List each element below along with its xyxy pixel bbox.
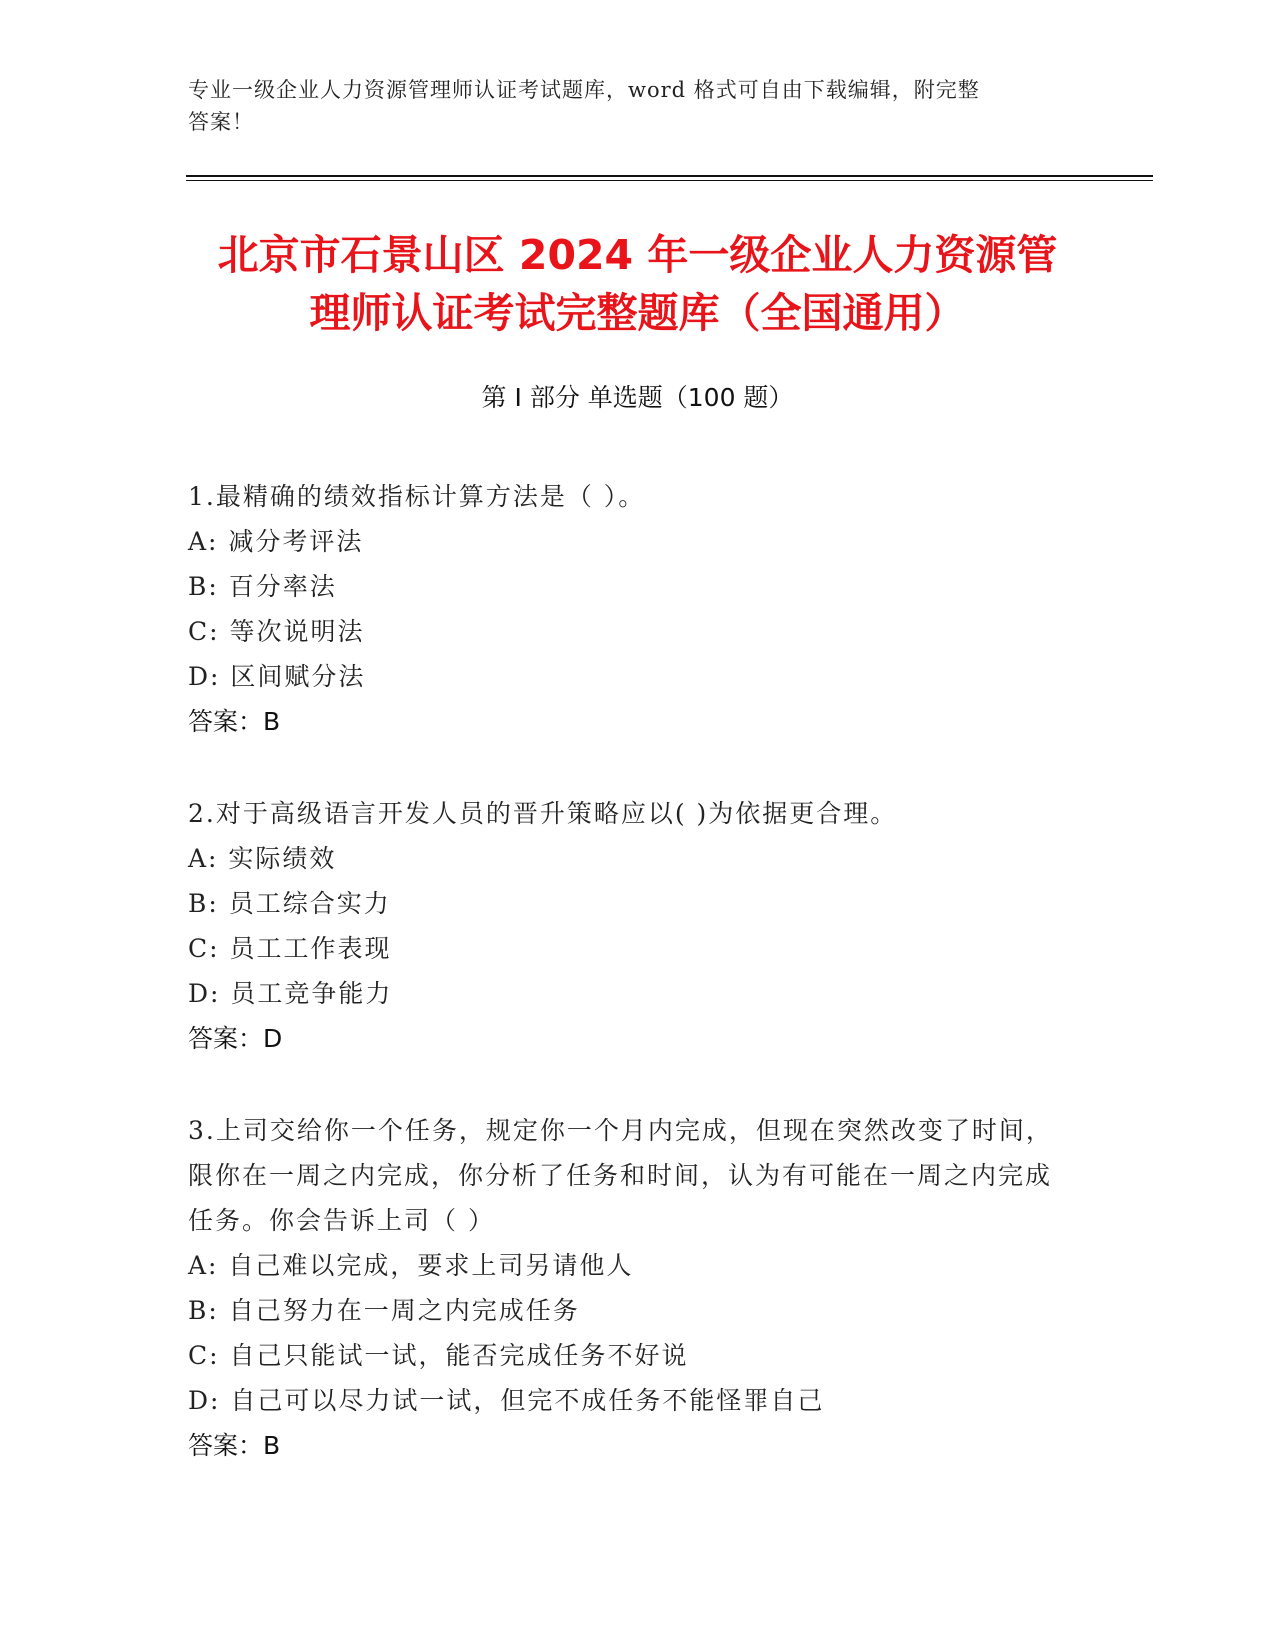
document-title-line2: 理师认证考试完整题库（全国通用）	[309, 289, 966, 337]
option-d: D: 区间赋分法	[188, 662, 366, 691]
question-stem: 3.上司交给你一个任务，规定你一个月内完成，但现在突然改变了时间，限你在一周之内完成，你分析了任务和时间，认为有可能在一周之内完成任务。你会告诉上司（ ）	[188, 1116, 1053, 1235]
question-stem: 1.最精确的绩效指标计算方法是（ ）。	[188, 482, 646, 511]
document-title-line1: 北京市石景山区 2024 年一级企业人力资源管	[217, 231, 1058, 279]
answer-text: 答案：D	[188, 1024, 283, 1053]
option-b: B: 自己努力在一周之内完成任务	[188, 1296, 580, 1325]
option-d: D: 员工竞争能力	[188, 979, 393, 1008]
option-d: D: 自己可以尽力试一试，但完不成任务不能怪罪自己	[188, 1386, 825, 1415]
document-title	[150, 226, 1125, 342]
header-note-line2: 答案！	[188, 110, 254, 134]
question-block	[188, 1108, 1068, 1468]
option-a: A: 减分考评法	[188, 527, 364, 556]
option-b: B: 百分率法	[188, 572, 337, 601]
question-block	[188, 791, 1068, 1061]
answer-text: 答案：B	[188, 1431, 281, 1460]
header-note-line1: 专业一级企业人力资源管理师认证考试题库，word 格式可自由下载编辑，附完整	[188, 78, 980, 102]
answer-text: 答案：B	[188, 707, 281, 736]
option-c: C: 等次说明法	[188, 617, 365, 646]
option-a: A: 实际绩效	[188, 844, 337, 873]
header-rule-thin	[186, 180, 1153, 181]
option-c: C: 自己只能试一试，能否完成任务不好说	[188, 1341, 689, 1370]
section-heading: 第 I 部分 单选题（100 题）	[481, 383, 794, 412]
header-rule-thick	[186, 175, 1153, 177]
option-c: C: 员工工作表现	[188, 934, 392, 963]
question-stem: 2.对于高级语言开发人员的晋升策略应以( )为依据更合理。	[188, 799, 898, 828]
option-a: A: 自己难以完成，要求上司另请他人	[188, 1251, 634, 1280]
option-b: B: 员工综合实力	[188, 889, 391, 918]
header-note	[188, 74, 1068, 138]
question-block	[188, 474, 1068, 744]
